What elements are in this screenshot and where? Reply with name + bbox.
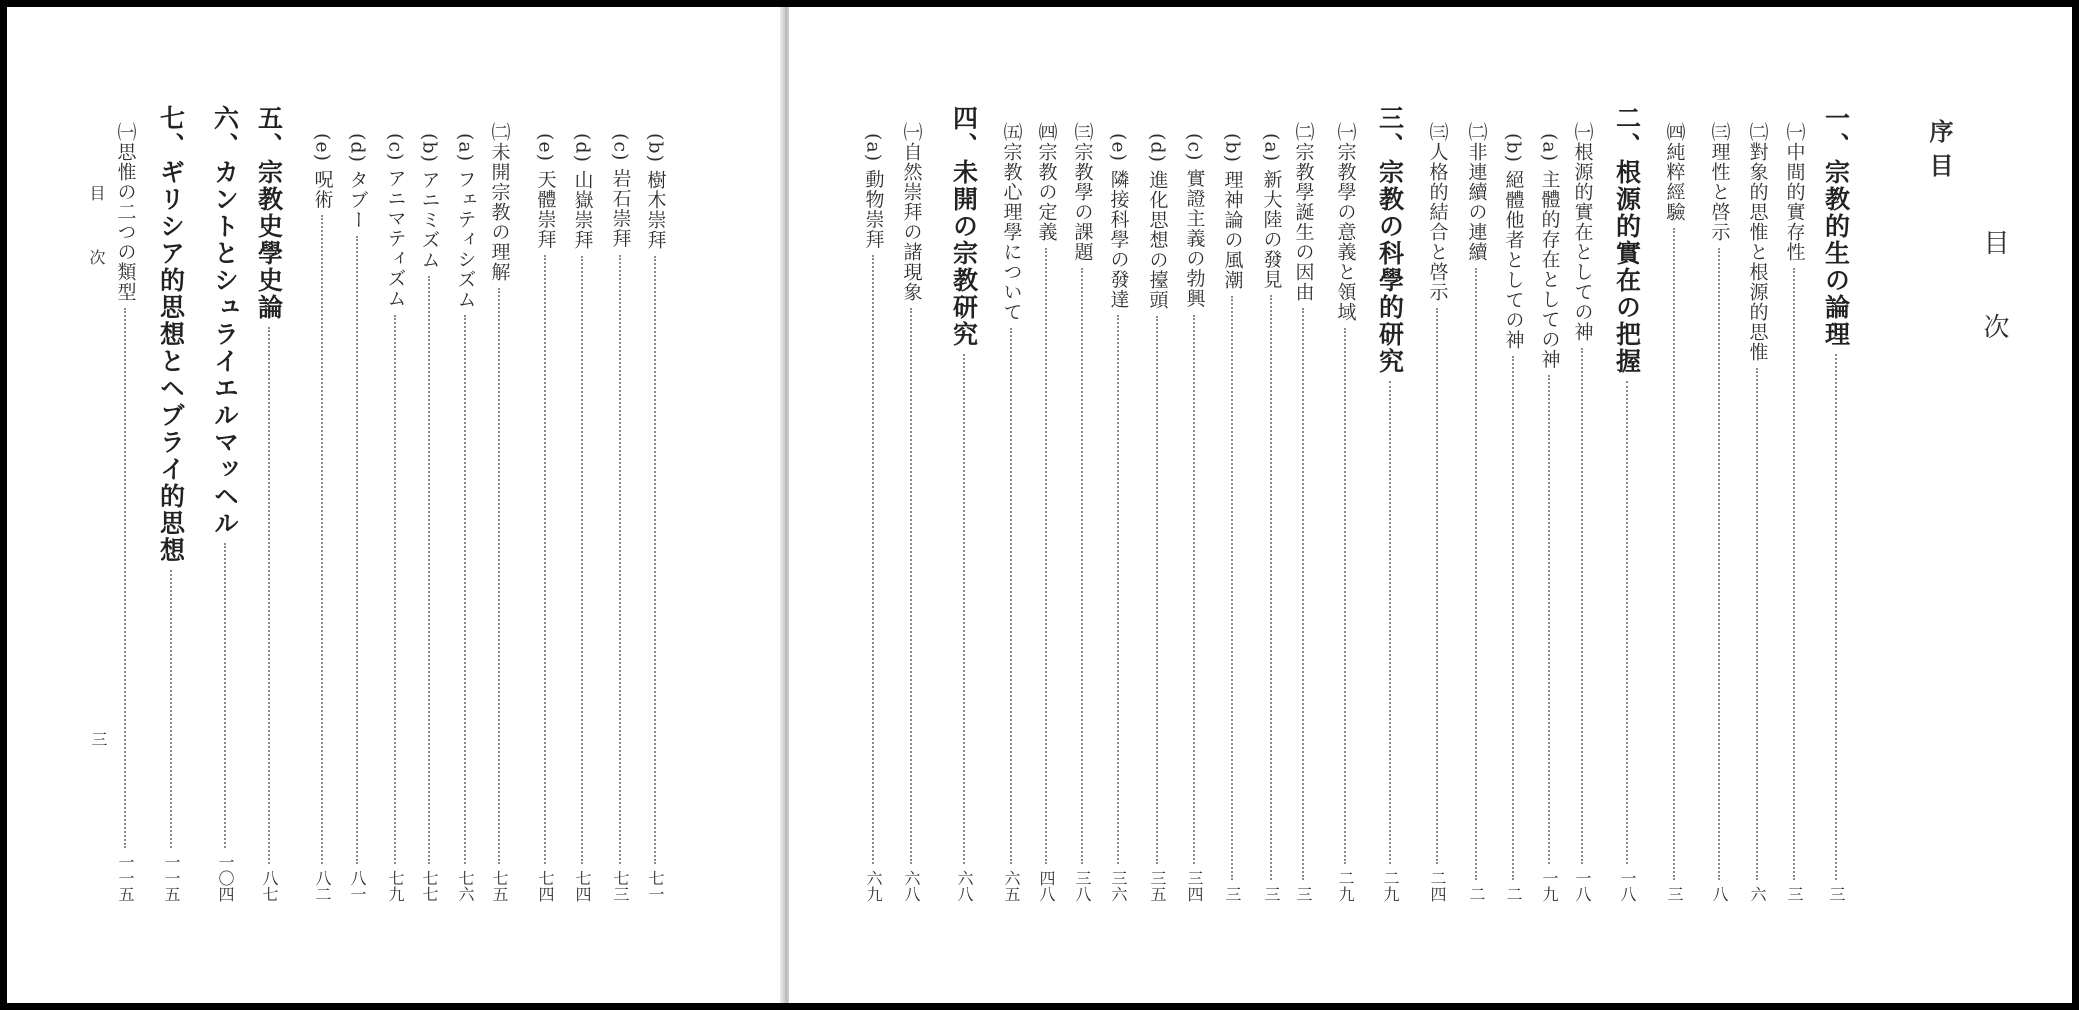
toc-entry bbox=[1777, 122, 1811, 902]
toc-entry-page: 二四 bbox=[1428, 870, 1447, 902]
book-spread bbox=[7, 7, 2072, 1003]
leader-dots bbox=[910, 308, 912, 864]
toc-entry-page: 三 bbox=[1262, 886, 1281, 902]
toc-entry bbox=[1459, 122, 1493, 902]
toc-entry-page: 七七 bbox=[420, 870, 439, 902]
toc-entry-page: 七五 bbox=[490, 870, 509, 902]
toc-entry bbox=[1254, 133, 1288, 902]
toc-entry-title: ㈠思惟の二つの類型 bbox=[114, 122, 137, 302]
toc-entry-page: 八二 bbox=[313, 870, 332, 902]
toc-entry-page: 三 bbox=[1223, 886, 1242, 902]
toc-entry-page: 二九 bbox=[1336, 870, 1355, 902]
leader-dots bbox=[544, 255, 546, 864]
toc-entry-page: 三 bbox=[1665, 886, 1684, 902]
toc-entry bbox=[1702, 122, 1736, 902]
toc-entry-page: 七三 bbox=[611, 870, 630, 902]
toc-entry bbox=[603, 133, 637, 902]
toc-entry-title: ㈣宗教の定義 bbox=[1035, 122, 1058, 242]
toc-entry bbox=[1373, 105, 1407, 902]
toc-entry bbox=[378, 133, 412, 902]
toc-entry-title: (a) 動物崇拜 bbox=[862, 133, 885, 250]
leader-dots bbox=[428, 276, 430, 864]
leader-dots bbox=[1302, 308, 1304, 880]
toc-entry-page: 七六 bbox=[456, 870, 475, 902]
toc-entry bbox=[1610, 105, 1644, 902]
leader-dots bbox=[1718, 248, 1720, 880]
leader-dots bbox=[654, 256, 656, 864]
toc-entry-page: 八一 bbox=[348, 870, 367, 902]
toc-entry-title: (e) 隣接科學の發達 bbox=[1107, 133, 1130, 310]
toc-entry-page: 七九 bbox=[386, 870, 405, 902]
leader-dots bbox=[1626, 381, 1628, 864]
toc-entry-page: 六八 bbox=[955, 870, 974, 902]
leader-dots bbox=[1548, 375, 1550, 864]
toc-entry-title: ㈡未開宗教の理解 bbox=[488, 122, 511, 282]
toc-entry-page: 三四 bbox=[1185, 870, 1204, 902]
toc-entry-page: 二九 bbox=[1381, 870, 1400, 902]
toc-entry-title: (e) 呪術 bbox=[311, 133, 334, 210]
toc-entry-title: ㈢理性と啓示 bbox=[1708, 122, 1731, 242]
leader-dots bbox=[1581, 348, 1583, 864]
toc-entry bbox=[1286, 122, 1320, 902]
toc-entry bbox=[1740, 122, 1774, 902]
toc-entry bbox=[894, 122, 928, 902]
toc-entry-page: 六五 bbox=[1002, 870, 1021, 902]
toc-entry-title: 四、未開の宗教研究 bbox=[949, 105, 979, 348]
toc-entry-title: (d) タブー bbox=[346, 133, 369, 231]
leader-dots bbox=[1270, 295, 1272, 880]
toc-entry-page: 八 bbox=[1710, 886, 1729, 902]
toc-entry-title: 二、根源的實在の把握 bbox=[1612, 105, 1642, 375]
toc-entry-title: (b) 樹木崇拜 bbox=[644, 133, 667, 251]
toc-entry bbox=[1328, 122, 1362, 902]
leader-dots bbox=[124, 308, 126, 848]
toc-entry bbox=[565, 133, 599, 902]
toc-entry bbox=[1532, 133, 1566, 902]
toc-entry bbox=[947, 105, 981, 902]
leader-dots bbox=[619, 255, 621, 864]
toc-entry-page: 二 bbox=[1504, 886, 1523, 902]
toc-entry-title: ㈡非連續の連續 bbox=[1465, 122, 1488, 262]
toc-entry bbox=[1496, 133, 1530, 902]
toc-entry-title: ㈡宗教學誕生の因由 bbox=[1292, 122, 1315, 302]
leader-dots bbox=[1436, 308, 1438, 864]
leader-dots bbox=[1389, 381, 1391, 864]
leader-dots bbox=[1156, 316, 1158, 864]
toc-entry-title: (c) アニマティズム bbox=[384, 133, 407, 309]
toc-entry-title: (e) 天體崇拜 bbox=[534, 133, 557, 250]
toc-entry bbox=[1819, 105, 1853, 902]
leader-dots bbox=[224, 543, 226, 848]
page-folio: 三 bbox=[89, 731, 108, 747]
toc-entry-page: 一九 bbox=[1540, 870, 1559, 902]
toc-entry-page: 三 bbox=[1294, 886, 1313, 902]
leader-dots bbox=[1081, 268, 1083, 864]
toc-entry bbox=[252, 105, 286, 902]
toc-entry bbox=[108, 122, 142, 902]
toc-entry bbox=[528, 133, 562, 902]
toc-entry-page: 七四 bbox=[573, 870, 592, 902]
leader-dots bbox=[170, 570, 172, 848]
toc-entry-title: ㈢宗教學の課題 bbox=[1071, 122, 1094, 262]
toc-entry bbox=[1420, 122, 1454, 902]
preface-heading: 序目 bbox=[1925, 119, 1954, 187]
leader-dots bbox=[1117, 315, 1119, 864]
toc-entry bbox=[994, 122, 1028, 902]
toc-entry-page: 四八 bbox=[1037, 870, 1056, 902]
leader-dots bbox=[321, 215, 323, 864]
toc-entry-page: 七四 bbox=[536, 870, 555, 902]
toc-entry-title: ㈤宗教心理學について bbox=[1000, 122, 1023, 322]
toc-entry bbox=[1065, 122, 1099, 902]
toc-entry bbox=[1140, 133, 1174, 902]
toc-entry-page: 六九 bbox=[864, 870, 883, 902]
leader-dots bbox=[1344, 328, 1346, 864]
leader-dots bbox=[963, 354, 965, 864]
toc-entry bbox=[1101, 133, 1135, 902]
toc-entry-title: (b) 理神論の風潮 bbox=[1221, 133, 1244, 291]
toc-entry bbox=[1565, 122, 1599, 902]
toc-entry bbox=[412, 133, 446, 902]
toc-entry-page: 六八 bbox=[902, 870, 921, 902]
toc-entry-page: 一一五 bbox=[116, 854, 135, 902]
toc-entry-title: ㈠根源的實在としての神 bbox=[1571, 122, 1594, 342]
page-heading: 目次 bbox=[1979, 229, 2009, 397]
leader-dots bbox=[581, 256, 583, 864]
toc-entry-title: (a) 主體的存在としての神 bbox=[1538, 133, 1561, 370]
toc-entry-page: 二 bbox=[1467, 886, 1486, 902]
leader-dots bbox=[1475, 268, 1477, 880]
toc-entry bbox=[1177, 133, 1211, 902]
toc-entry-page: 一〇四 bbox=[216, 854, 235, 902]
toc-entry-page: 三五 bbox=[1148, 870, 1167, 902]
toc-entry bbox=[856, 133, 890, 902]
leader-dots bbox=[1673, 228, 1675, 880]
leader-dots bbox=[1193, 315, 1195, 864]
toc-entry-title: 一、宗教的生の論理 bbox=[1821, 105, 1851, 348]
toc-entry-title: (b) アニミズム bbox=[418, 133, 441, 271]
leader-dots bbox=[1010, 328, 1012, 864]
toc-entry-title: (a) 新大陸の發見 bbox=[1260, 133, 1283, 290]
leader-dots bbox=[464, 315, 466, 864]
toc-entry-title: ㈠中間的實存性 bbox=[1783, 122, 1806, 262]
leader-dots bbox=[1793, 268, 1795, 880]
toc-entry-title: 五、宗教史學史論 bbox=[254, 105, 284, 321]
toc-entry-title: 三、宗教の科學的研究 bbox=[1375, 105, 1405, 375]
toc-entry-title: ㈡對象的思惟と根源的思惟 bbox=[1746, 122, 1769, 362]
toc-entry-title: (b) 絕體他者としての神 bbox=[1502, 133, 1525, 351]
toc-entry-title: ㈢人格的結合と啓示 bbox=[1426, 122, 1449, 302]
leader-dots bbox=[498, 288, 500, 864]
toc-entry-page: 一八 bbox=[1573, 870, 1592, 902]
leader-dots bbox=[394, 315, 396, 864]
running-head: 目次 bbox=[87, 185, 106, 313]
toc-entry bbox=[208, 105, 242, 902]
toc-entry bbox=[1657, 122, 1691, 902]
toc-entry-page: 三八 bbox=[1073, 870, 1092, 902]
leader-dots bbox=[356, 236, 358, 864]
toc-entry bbox=[1029, 122, 1063, 902]
toc-entry bbox=[1215, 133, 1249, 902]
toc-entry-title: (d) 進化思想の擡頭 bbox=[1146, 133, 1169, 311]
toc-entry-page: 八七 bbox=[260, 870, 279, 902]
toc-entry bbox=[154, 105, 188, 902]
toc-entry-page: 六 bbox=[1748, 886, 1767, 902]
leader-dots bbox=[1045, 248, 1047, 864]
leader-dots bbox=[268, 327, 270, 864]
toc-entry-page: 一八 bbox=[1618, 870, 1637, 902]
leader-dots bbox=[1231, 296, 1233, 880]
toc-entry bbox=[482, 122, 516, 902]
toc-entry-page: 三六 bbox=[1109, 870, 1128, 902]
leader-dots bbox=[1512, 356, 1514, 880]
toc-entry-title: (c) 岩石崇拜 bbox=[609, 133, 632, 249]
toc-entry bbox=[448, 133, 482, 902]
toc-entry-title: ㈠自然崇拜の諸現象 bbox=[900, 122, 923, 302]
toc-entry-title: (c) 實證主義の勃興 bbox=[1183, 133, 1206, 309]
toc-entry-page: 三 bbox=[1785, 886, 1804, 902]
leader-dots bbox=[1756, 368, 1758, 880]
leader-dots bbox=[872, 255, 874, 864]
toc-entry-title: ㈠宗教學の意義と領域 bbox=[1334, 122, 1357, 322]
toc-entry-page: 七一 bbox=[646, 870, 665, 902]
leader-dots bbox=[1835, 354, 1837, 880]
toc-entry bbox=[638, 133, 672, 902]
toc-entry-title: (a) フェティシズム bbox=[454, 133, 477, 310]
toc-entry-title: 七、ギリシア的思想とヘブライ的思想 bbox=[156, 105, 186, 564]
toc-entry-title: 六、カントとシュライエルマッヘル bbox=[210, 105, 240, 537]
toc-entry-title: (d) 山嶽崇拜 bbox=[571, 133, 594, 251]
toc-entry-page: 三 bbox=[1827, 886, 1846, 902]
toc-entry-title: ㈣純粹經驗 bbox=[1663, 122, 1686, 222]
toc-entry bbox=[340, 133, 374, 902]
toc-entry-page: 一一五 bbox=[162, 854, 181, 902]
toc-entry bbox=[305, 133, 339, 902]
